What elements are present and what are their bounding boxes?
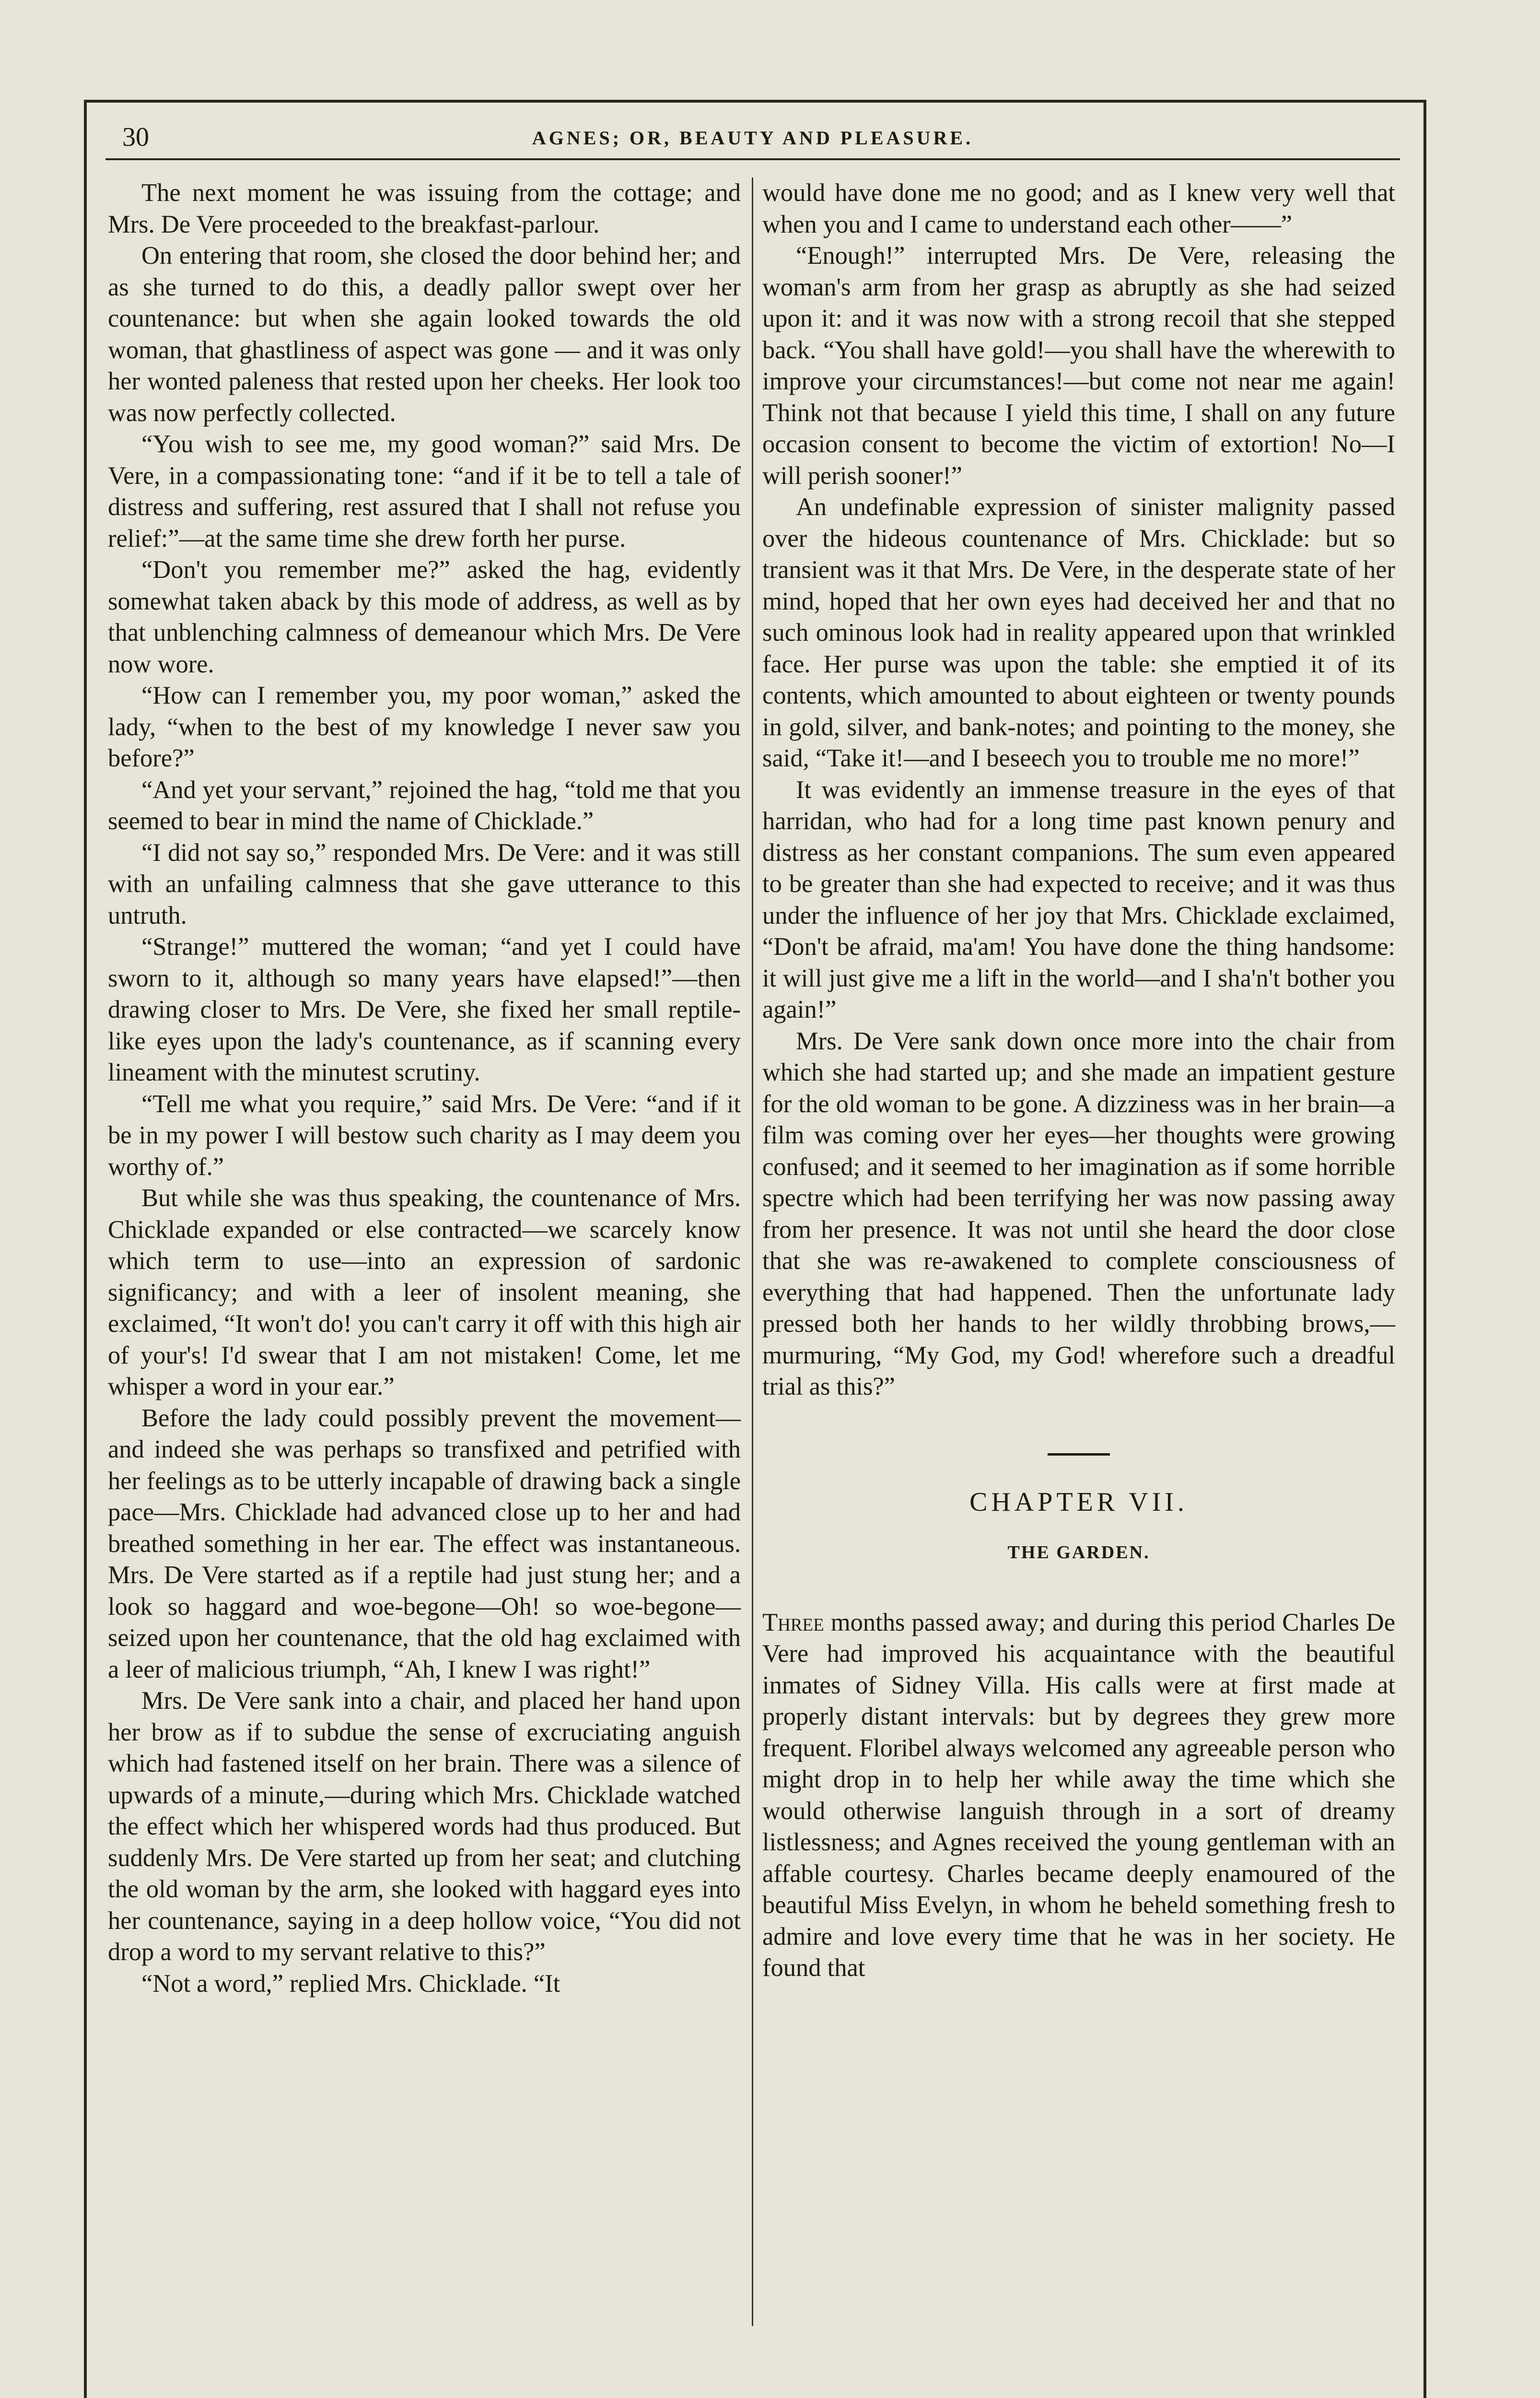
paragraph: “And yet your servant,” rejoined the hag, “told me that you seemed to bear in mind the name of Chicklade.” [108, 776, 741, 835]
paragraph: It was evidently an immense treasure in the eyes of that harridan, who had for a long time past known penury and distress as her constant companions. The sum even appeared to be greater than she had expected to receive; and it was thus under the influence of her joy that Mrs. Chicklade exclaimed, “Don't be afraid, ma'am! You have done the thing handsome: it will just give me a lift in the world—and I sha'n't bother you again!” [762, 776, 1395, 1023]
page-number: 30 [122, 122, 149, 152]
chapter-paragraph-text: months passed away; and during this period Charles De Vere had improved his acquaintance with the beautiful inmates of Sidney Villa. His calls were at first made at properly distant intervals: but by degrees they grew more frequent. Floribel always welcomed any agreeable person who might drop in to help her while away the time which she would otherwise languish through in a sort of dreamy listlessness; and Agnes received the young gentleman with an affable courtesy. Charles became deeply enamoured of the beautiful Miss Evelyn, in whom he beheld something fresh to admire and love every time that he was in her society. He found that [762, 1608, 1395, 1982]
paragraph: But while she was thus speaking, the countenance of Mrs. Chicklade expanded or else contracted—we scarcely know which term to use—into an expression of sardonic significancy; and with a leer of insolent meaning, she exclaimed, “It won't do! you can't carry it off with this high air of your's! I'd swear that I am not mistaken! Come, let me whisper a word in your ear.” [108, 1184, 741, 1400]
chapter-title: CHAPTER VII. [969, 1487, 1188, 1517]
paragraph: The next moment he was issuing from the cottage; and Mrs. De Vere proceeded to the breakfast-parlour. [108, 179, 741, 238]
running-title: AGNES; OR, BEAUTY AND PLEASURE. [532, 127, 974, 149]
paragraph: “I did not say so,” responded Mrs. De Vere: and it was still with an unfailing calmness that she gave utterance to this untruth. [108, 838, 741, 929]
right-column [762, 177, 1395, 1984]
chapter-subtitle: THE GARDEN. [1007, 1542, 1150, 1563]
paragraph: On entering that room, she closed the door behind her; and as she turned to do this, a deadly pallor swept over her countenance: but when she again looked towards the old woman, that ghastliness of aspect was gone — and it was only her wonted paleness that rested upon her cheeks. Her look too was now perfectly collected. [108, 242, 741, 427]
paragraph: “Strange!” muttered the woman; “and yet I could have sworn to it, although so many years have elapsed!”—then drawing closer to Mrs. De Vere, she fixed her small reptile-like eyes upon the lady's countenance, as if scanning every lineament with the minutest scrutiny. [108, 933, 741, 1086]
running-header [105, 120, 1400, 160]
paragraph: “How can I remember you, my poor woman,” asked the lady, “when to the best of my knowledge I never saw you before?” [108, 682, 741, 772]
chapter-first-word: Three [762, 1608, 824, 1636]
column-divider [752, 177, 753, 2326]
paragraph: would have done me no good; and as I knew very well that when you and I came to understand each other——” [762, 179, 1395, 238]
left-column [108, 177, 741, 1999]
paragraph: Mrs. De Vere sank into a chair, and placed her hand upon her brow as if to subdue the sense of excruciating anguish which had fastened itself on her brain. There was a silence of upwards of a minute,—during which Mrs. Chicklade watched the effect which her whispered words had thus produced. But suddenly Mrs. De Vere started up from her seat; and clutching the old woman by the arm, she looked with haggard eyes into her countenance, saying in a deep hollow voice, “You did not drop a word to my servant relative to this?” [108, 1687, 741, 1966]
chapter-divider [1048, 1453, 1110, 1456]
chapter-opening-paragraph [762, 1607, 1395, 1984]
paragraph: “You wish to see me, my good woman?” said Mrs. De Vere, in a compassionating tone: “and if it be to tell a tale of distress and suffering, rest assured that I shall not refuse you relief:”—at the same time she drew forth her purse. [108, 430, 741, 552]
paragraph: “Not a word,” replied Mrs. Chicklade. “It [141, 1969, 560, 1998]
paragraph: “Enough!” interrupted Mrs. De Vere, releasing the woman's arm from her grasp as abruptly as she had seized upon it: and it was now with a strong recoil that she stepped back. “You shall have gold!—you shall have the wherewith to improve your circumstances!—but come not near me again! Think not that because I yield this time, I shall on any future occasion consent to become the victim of extortion! No—I will perish sooner!” [762, 242, 1395, 490]
paragraph: Mrs. De Vere sank down once more into the chair from which she had started up; and she made an impatient gesture for the old woman to be gone. A dizziness was in her brain—a film was coming over her eyes—her thoughts were growing confused; and it seemed to her imagination as if some horrible spectre which had been terrifying her was now passing away from her presence. It was not until she heard the door close that she was re-awakened to complete consciousness of everything that had happened. Then the unfortunate lady pressed both her hands to her wildly throbbing brows,—murmuring, “My God, my God! wherefore such a dreadful trial as this?” [762, 1027, 1395, 1400]
paragraph: Before the lady could possibly prevent the movement—and indeed she was perhaps so transfixed and petrified with her feelings as to be utterly incapable of drawing back a single pace—Mrs. Chicklade had advanced close up to her and had breathed something in her ear. The effect was instantaneous. Mrs. De Vere started as if a reptile had just stung her; and a look so haggard and woe-begone—Oh! so woe-begone—seized upon her countenance, that the old hag exclaimed with a leer of malicious triumph, “Ah, I knew I was right!” [108, 1404, 741, 1683]
paragraph: An undefinable expression of sinister malignity passed over the hideous countenance of Mrs. Chicklade: but so transient was it that Mrs. De Vere, in the desperate state of her mind, hoped that her own eyes had deceived her and that no such ominous look had in reality appeared upon that wrinkled face. Her purse was upon the table: she emptied it of its contents, which amounted to about eighteen or twenty pounds in gold, silver, and bank-notes; and pointing to the money, she said, “Take it!—and I beseech you to trouble me no more!” [762, 493, 1395, 772]
paragraph: “Tell me what you require,” said Mrs. De Vere: “and if it be in my power I will bestow such charity as I may deem you worthy of.” [108, 1090, 741, 1181]
paragraph: “Don't you remember me?” asked the hag, evidently somewhat taken aback by this mode of address, as well as by that unblenching calmness of demeanour which Mrs. De Vere now wore. [108, 556, 741, 678]
